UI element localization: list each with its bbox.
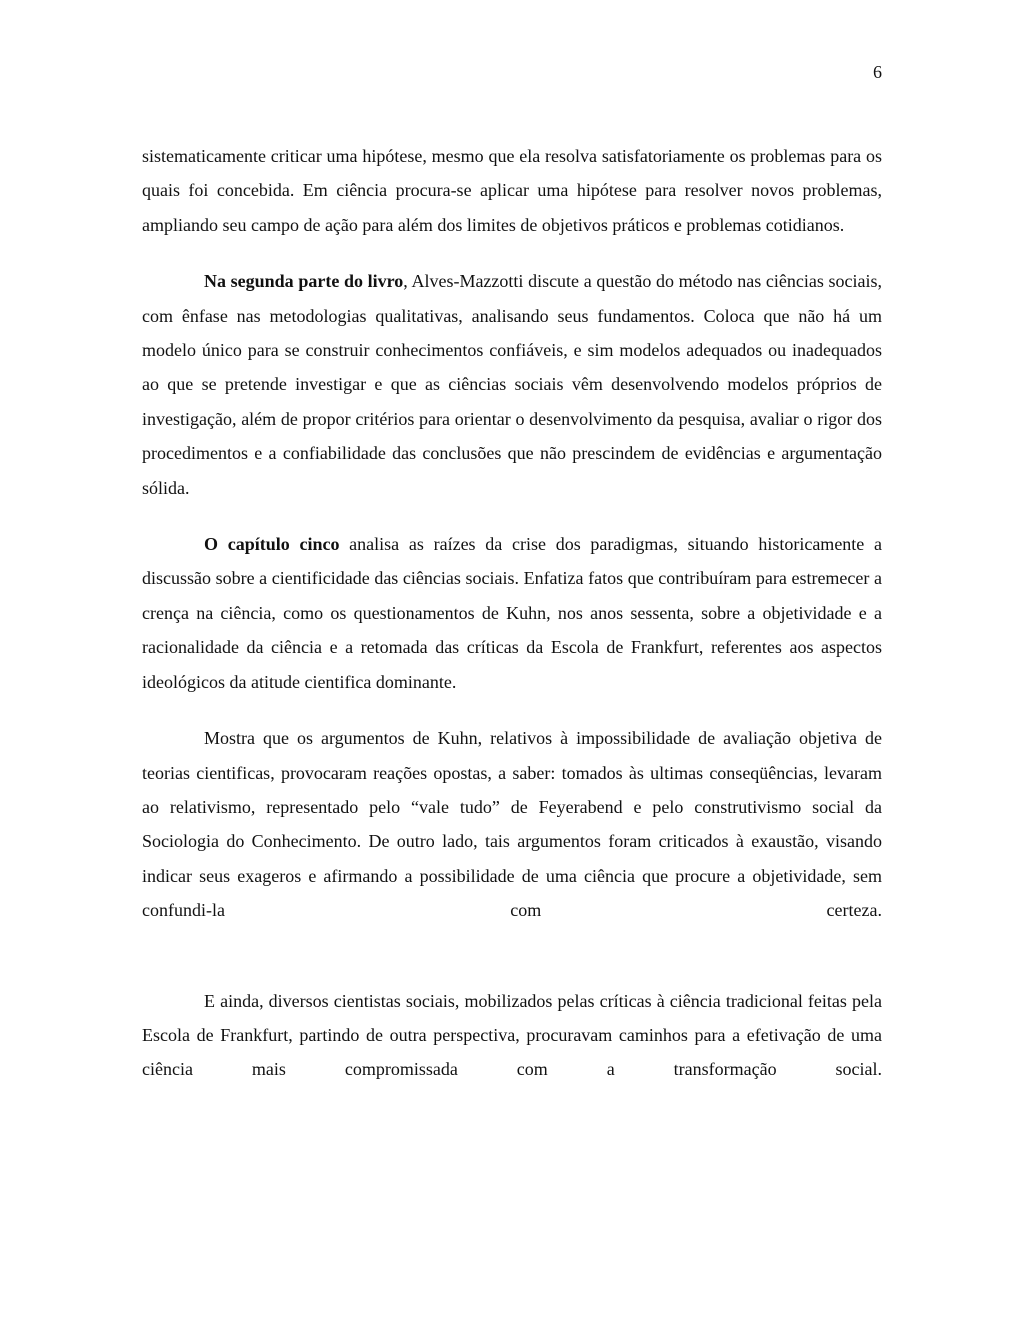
paragraph-text: Mostra que os argumentos de Kuhn, relativos à impossibilidade de avaliação objetiva de teorias cientificas, provocaram reações opostas, a saber: tomados às ultimas conseqüências, levaram ao relativismo, representado pelo “vale tudo” de Feyerabend e pelo construtivismo social da Sociologia do Conhecimento. De outro lado, tais argumentos foram criticados à exaustão, visando indicar seus exageros e afirmando a possibilidade de uma ciência que procure a objetividade, sem confundi-la com certeza. [142,728,882,921]
paragraph-text: sistematicamente criticar uma hipótese, mesmo que ela resolva satisfatoriamente os problemas para os quais foi concebida. Em ciência procura-se aplicar uma hipótese para resolver novos problemas, ampliando seu campo de ação para além dos limites de objetivos práticos e problemas cotidianos. [142,146,882,235]
paragraph-continuation [142,139,882,242]
paragraph-text: analisa as raízes da crise dos paradigmas, situando historicamente a discussão sobre a cientificidade das ciências sociais. Enfatiza fatos que contribuíram para estremecer a crença na ciência, como os questionamentos de Kuhn, nos anos sessenta, sobre a objetividade e a racionalidade da ciência e a retomada das críticas da Escola de Frankfurt, referentes aos aspectos ideológicos da atitude cientifica dominante. [142,534,883,692]
page-number: 6 [873,62,882,82]
paragraph-lead-bold: O capítulo cinco [204,534,340,555]
paragraph-chapter-five [142,527,882,699]
paragraph-text: E ainda, diversos cientistas sociais, mobilizados pelas críticas à ciência tradicional feitas pela Escola de Frankfurt, partindo de outra perspectiva, procuravam caminhos para a efetivação de uma ciência mais compromissada com a transformação social. [142,990,882,1080]
paragraph-kuhn-arguments [142,721,882,927]
document-body [142,139,882,1087]
paragraph-social-scientists [142,984,882,1087]
paragraph-text: , Alves-Mazzotti discute a questão do método nas ciências sociais, com ênfase nas metodologias qualitativas, analisando seus fundamentos. Coloca que não há um modelo único para se construir conhecimentos confiáveis, e sim modelos adequados ou inadequados ao que se pretende investigar e que as ciências sociais vêm desenvolvendo modelos próprios de investigação, além de propor critérios para orientar o desenvolvimento da pesquisa, avaliar o rigor dos procedimentos e a confiabilidade das conclusões que não prescindem de evidências e argumentação sólida. [142,271,883,498]
paragraph-lead-bold: Na segunda parte do livro [204,271,404,292]
paragraph-second-part [142,264,882,505]
